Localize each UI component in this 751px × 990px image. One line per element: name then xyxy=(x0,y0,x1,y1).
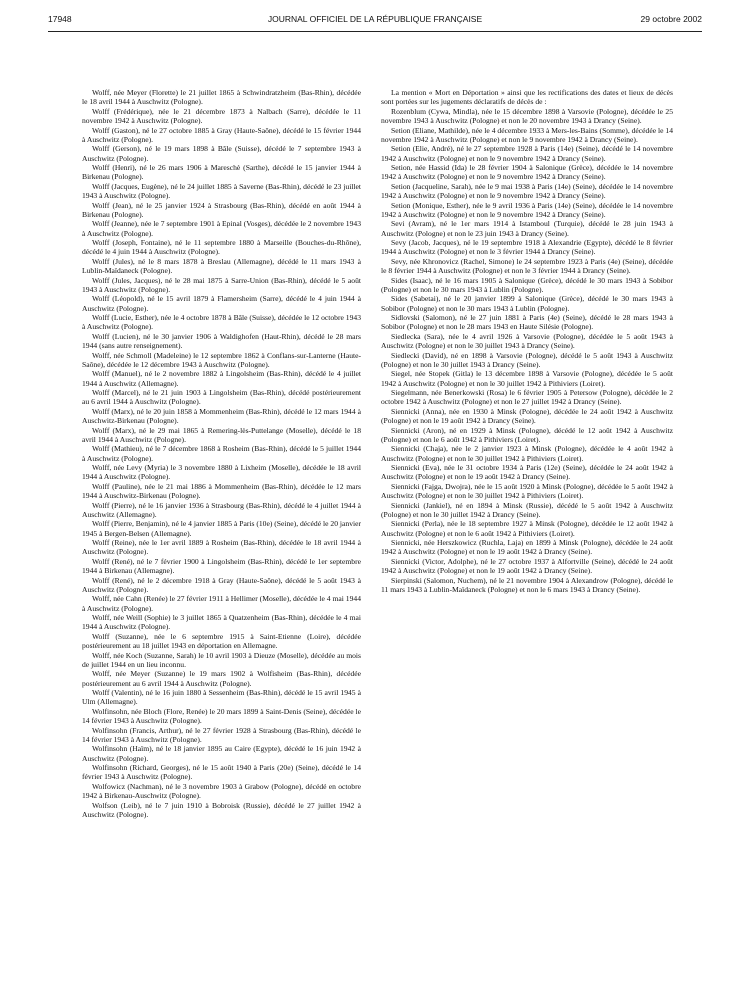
header-rule xyxy=(48,31,702,32)
record-entry: Siennicki (Perla), née le 18 septembre 1927 à Minsk (Pologne), décédée le 12 août 1942 à Auschwitz (Pologne) et non le 6 août 1942 à Pithiviers (Loiret). xyxy=(381,519,673,538)
record-entry: Wolff (Pauline), née le 21 mai 1886 à Mommenheim (Bas-Rhin), décédée le 12 mars 1944 à Auschwitz-Birkenau (Pologne). xyxy=(82,481,361,501)
record-entry: Rozenblum (Cywa, Mindla), née le 15 décembre 1898 à Varsovie (Pologne), décédée le 25 novembre 1943 à Auschwitz (Pologne) et non le 20 novembre 1943 à Drancy (Seine). xyxy=(381,106,673,126)
section-intro: La mention « Mort en Déportation » ainsi que les rectifications des dates et lieux de décès sont portées sur les jugements déclaratifs de décès de : xyxy=(381,88,673,107)
record-entry: Wolff (Mathieu), né le 7 décembre 1868 à Rosheim (Bas-Rhin), décédé le 5 juillet 1944 à Auschwitz (Pologne). xyxy=(82,444,361,463)
record-entry: Setion (Elie, André), né le 27 septembre 1928 à Paris (14e) (Seine), décédé le 14 novembre 1942 à Auschwitz (Pologne) et non le 9 novembre 1942 à Drancy (Seine). xyxy=(381,144,673,163)
publication-date: 29 octobre 2002 xyxy=(640,14,702,24)
record-entry: Wolff (Gaston), né le 27 octobre 1885 à Gray (Haute-Saône), décédé le 15 février 1944 à Auschwitz (Pologne). xyxy=(82,125,361,144)
record-entry: Siennicki (Aron), né en 1929 à Minsk (Pologne), décédé le 12 août 1942 à Auschwitz (Pologne) et non le 6 août 1942 à Pithiviers (Loiret). xyxy=(381,425,673,444)
record-entry: Sierpinski (Salomon, Nuchem), né le 21 novembre 1904 à Alexandrow (Pologne), décédé le 11 mars 1943 à Lublin-Maïdaneck (Pologne) et non le 6 mars 1943 à Drancy (Seine). xyxy=(381,575,673,594)
record-entry: Siennicki (Chaja), née le 2 janvier 1923 à Minsk (Pologne), décédée le 4 août 1942 à Auschwitz (Pologne) et non le 30 juillet 1942 à Pithiviers (Loiret). xyxy=(381,444,673,463)
record-entry: Wolff (Henri), né le 26 mars 1906 à Mareschè (Sarthe), décédé le 15 janvier 1944 à Birkenau (Pologne). xyxy=(82,163,361,182)
record-entry: Wolfowicz (Nachman), né le 3 novembre 1903 à Grabow (Pologne), décédé en octobre 1942 à Birkenau-Auschwitz (Pologne). xyxy=(82,781,361,801)
record-entry: Sides (Sabetai), né le 20 janvier 1899 à Salonique (Grèce), décédé le 30 mars 1943 à Sobibor (Pologne) et non le 30 mars 1943 à Lublin (Pologne). xyxy=(381,294,673,313)
record-entry: Wolfinsohn, née Bloch (Flore, Renée) le 20 mars 1899 à Saint-Denis (Seine), décédée le 14 février 1943 à Auschwitz (Pologne). xyxy=(82,706,361,726)
page-header xyxy=(48,14,702,28)
record-entry: Setion (Monique, Esther), née le 9 avril 1936 à Paris (14e) (Seine), décédée le 14 novembre 1942 à Auschwitz (Pologne) et non le 9 novembre 1942 à Drancy (Seine). xyxy=(381,200,673,219)
record-entry: Wolff, née Schmoll (Madeleine) le 12 septembre 1862 à Conflans-sur-Lanterne (Haute-Saône), décédée le 12 décembre 1943 à Auschwitz (Pologne). xyxy=(82,350,361,369)
record-entry: Wolff (Reine), née le 1er avril 1889 à Rosheim (Bas-Rhin), décédée le 18 avril 1944 à Auschwitz (Pologne). xyxy=(82,538,361,557)
page-number: 17948 xyxy=(48,14,72,24)
record-entry: Wolff, née Levy (Myria) le 3 novembre 1880 à Lixheim (Moselle), décédée le 18 avril 1944 à Auschwitz (Pologne). xyxy=(82,463,361,482)
right-column xyxy=(381,88,673,594)
record-entry: Wolff (Gerson), né le 19 mars 1898 à Bâle (Suisse), décédé le 7 septembre 1943 à Auschwitz (Pologne). xyxy=(82,144,361,163)
record-entry: Wolff (Marx), né le 29 mai 1865 à Remering-lès-Puttelange (Moselle), décédé le 18 avril 1944 à Auschwitz (Pologne). xyxy=(82,425,361,444)
record-entry: Siennicki (Jankiel), né en 1894 à Minsk (Russie), décédé le 5 août 1942 à Auschwitz (Pologne) et non le 30 juillet 1942 à Drancy (Seine). xyxy=(381,500,673,519)
record-entry: Siennicki (Victor, Adolphe), né le 27 octobre 1937 à Alfortville (Seine), décédé le 24 août 1942 à Auschwitz (Pologne) et non le 19 août 1942 à Drancy (Seine). xyxy=(381,556,673,576)
record-entry: Setion (Eliane, Mathilde), née le 4 décembre 1933 à Mers-les-Bains (Somme), décédée le 14 novembre 1942 à Auschwitz (Pologne) et non le 9 novembre 1942 à Drancy (Seine). xyxy=(381,125,673,144)
record-entry: Siennicki, née Herszkowicz (Ruchla, Laja) en 1899 à Minsk (Pologne), décédée le 24 août 1942 à Auschwitz (Pologne) et non le 19 août 1942 à Drancy (Seine). xyxy=(381,538,673,557)
record-entry: Wolff (Lucien), né le 30 janvier 1906 à Waldighofen (Haut-Rhin), décédé le 28 mars 1944 (sans autre renseignement). xyxy=(82,331,361,351)
record-entry: Wolff (Pierre), né le 16 janvier 1936 à Strasbourg (Bas-Rhin), décédé le 4 juillet 1944 à Auschwitz (Allemagne). xyxy=(82,500,361,519)
record-entry: Wolff, née Meyer (Suzanne) le 19 mars 1902 à Wolfisheim (Bas-Rhin), décédée postérieurement au 6 avril 1944 à Auschwitz (Pologne). xyxy=(82,669,361,688)
record-entry: Wolff, née Cahn (Renée) le 27 février 1911 à Hellimer (Moselle), décédée le 4 mai 1944 à Auschwitz (Pologne). xyxy=(82,594,361,613)
record-entry: Setion, née Hassid (Ida) le 28 février 1904 à Salonique (Grèce), décédée le 14 novembre 1942 à Auschwitz (Pologne) et non le 9 novembre 1942 à Drancy (Seine). xyxy=(381,163,673,182)
record-entry: Wolff (Jules, Jacques), né le 28 mai 1875 à Sarre-Union (Bas-Rhin), décédé le 5 août 1943 à Auschwitz (Pologne). xyxy=(82,275,361,294)
record-entry: Wolff, née Weill (Sophie) le 3 juillet 1865 à Quatzenheim (Bas-Rhin), décédée le 4 mai 1944 à Auschwitz (Pologne). xyxy=(82,613,361,632)
record-entry: Wolff (René), né le 2 décembre 1918 à Gray (Haute-Saône), décédé le 5 août 1943 à Auschwitz (Pologne). xyxy=(82,575,361,594)
record-entry: Wolff (Suzanne), née le 6 septembre 1915 à Saint-Etienne (Loire), décédée postérieurement au 18 juillet 1943 en déportation en Allemagne. xyxy=(82,631,361,651)
record-entry: Wolff (Jean), né le 25 janvier 1924 à Strasbourg (Bas-Rhin), décédé en août 1944 à Birkenau (Pologne). xyxy=(82,200,361,219)
record-entry: Wolff (Pierre, Benjamin), né le 4 janvier 1885 à Paris (10e) (Seine), décédé le 20 janvier 1945 à Bergen-Belsen (Allemagne). xyxy=(82,519,361,538)
record-entry: Wolff (Valentin), né le 16 juin 1880 à Sessenheim (Bas-Rhin), décédé le 15 avril 1945 à Ulm (Allemagne). xyxy=(82,688,361,707)
record-entry: Wolff (Léopold), né le 15 avril 1879 à Flamersheim (Sarre), décédé le 4 juin 1944 à Auschwitz (Pologne). xyxy=(82,294,361,313)
record-entry: Wolff (René), né le 7 février 1900 à Lingolsheim (Bas-Rhin), décédé le 1er septembre 1944 à Birkenau (Allemagne). xyxy=(82,556,361,576)
record-entry: Wolff (Marcel), né le 21 juin 1903 à Lingolsheim (Bas-Rhin), décédé postérieurement au 6 avril 1944 à Auschwitz (Pologne). xyxy=(82,388,361,407)
record-entry: Siennicki (Fajga, Dwojra), née le 15 août 1920 à Minsk (Pologne), décédée le 5 août 1942 à Auschwitz (Pologne) et non le 30 juillet 1942 à Pithiviers (Loiret). xyxy=(381,481,673,501)
record-entry: Wolff (Joseph, Fontaine), né le 11 septembre 1880 à Marseille (Bouches-du-Rhône), décédé le 4 juin 1944 à Auschwitz (Pologne). xyxy=(82,238,361,257)
record-entry: Wolff, née Koch (Suzanne, Sarah) le 10 avril 1903 à Dieuze (Moselle), décédée au mois de juillet 1944 en un lieu inconnu. xyxy=(82,650,361,669)
record-entry: Wolfinsohn (Haïm), né le 18 janvier 1895 au Caire (Egypte), décédé le 16 juin 1942 à Auschwitz (Pologne). xyxy=(82,744,361,763)
record-entry: Siennicki (Anna), née en 1930 à Minsk (Pologne), décédée le 24 août 1942 à Auschwitz (Pologne) et non le 19 août 1942 à Drancy (Seine). xyxy=(381,406,673,426)
record-entry: Wolff (Manuel), né le 2 novembre 1882 à Lingolsheim (Bas-Rhin), décédé le 4 juillet 1944 à Auschwitz (Allemagne). xyxy=(82,369,361,388)
record-entry: Sidlovski (Salomon), né le 27 juin 1881 à Paris (4e) (Seine), décédé le 28 mars 1943 à Sobibor (Pologne) et non le 28 mars 1943 en Haute Silésie (Pologne). xyxy=(381,313,673,332)
record-entry: Sevi (Avram), né le 1er mars 1914 à Istamboul (Turquie), décédé le 28 juin 1943 à Auschwitz (Pologne) et non le 23 juin 1943 à Drancy (Seine). xyxy=(381,219,673,238)
record-entry: Siegel, née Stopek (Gitla) le 13 décembre 1898 à Varsovie (Pologne), décédée le 5 août 1942 à Auschwitz (Pologne) et non le 30 juillet 1942 à Pithiviers (Loiret). xyxy=(381,369,673,388)
record-entry: Sevy (Jacob, Jacques), né le 19 septembre 1918 à Alexandrie (Egypte), décédé le 8 février 1944 à Auschwitz (Pologne) et non le 3 février 1944 à Drancy (Seine). xyxy=(381,238,673,257)
record-entry: Siedlecki (David), né en 1898 à Varsovie (Pologne), décédé le 5 août 1943 à Auschwitz (Pologne) et non le 30 juillet 1943 à Drancy (Seine). xyxy=(381,350,673,369)
record-entry: Wolff (Jeanne), née le 7 septembre 1901 à Epinal (Vosges), décédée le 2 novembre 1943 à Auschwitz (Pologne). xyxy=(82,219,361,238)
record-entry: Siennicki (Eva), née le 31 octobre 1934 à Paris (12e) (Seine), décédée le 24 août 1942 à Auschwitz (Pologne) et non le 19 août 1942 à Drancy (Seine). xyxy=(381,463,673,482)
record-entry: Sevy, née Khronovicz (Rachel, Simone) le 24 septembre 1923 à Paris (4e) (Seine), décédée le 8 février 1944 à Auschwitz (Pologne) et non le 3 février 1944 à Drancy (Seine). xyxy=(381,256,673,276)
record-entry: Wolff (Jules), né le 8 mars 1878 à Breslau (Allemagne), décédé le 11 mars 1943 à Lublin-Maïdaneck (Pologne). xyxy=(82,256,361,276)
left-column xyxy=(82,88,361,819)
record-entry: Sides (Isaac), né le 16 mars 1905 à Salonique (Grèce), décédé le 30 mars 1943 à Sobibor (Pologne) et non le 30 mars 1943 à Lublin (Pologne). xyxy=(381,275,673,294)
record-entry: Setion (Jacqueline, Sarah), née le 9 mai 1938 à Paris (14e) (Seine), décédée le 14 novembre 1942 à Auschwitz (Pologne) et non le 9 novembre 1942 à Drancy (Seine). xyxy=(381,181,673,201)
record-entry: Wolff (Jacques, Eugène), né le 24 juillet 1885 à Saverne (Bas-Rhin), décédé le 23 juillet 1943 à Auschwitz (Pologne). xyxy=(82,181,361,201)
record-entry: Wolff (Lucie, Esther), née le 4 octobre 1878 à Bâle (Suisse), décédée le 12 octobre 1943 à Auschwitz (Pologne). xyxy=(82,313,361,332)
journal-title: JOURNAL OFFICIEL DE LA RÉPUBLIQUE FRANÇAISE xyxy=(267,14,483,24)
record-entry: Siedlecka (Sara), née le 4 avril 1926 à Varsovie (Pologne), décédée le 5 août 1943 à Auschwitz (Pologne) et non le 30 juillet 1943 à Drancy (Seine). xyxy=(381,331,673,351)
record-entry: Wolff (Frédérique), née le 21 décembre 1873 à Nalbach (Sarre), décédée le 11 novembre 1942 à Auschwitz (Pologne). xyxy=(82,106,361,126)
record-entry: Wolff (Marx), né le 20 juin 1858 à Mommenheim (Bas-Rhin), décédé le 12 mars 1944 à Auschwitz-Birkenau (Pologne). xyxy=(82,406,361,426)
record-entry: Wolfinsohn (Francis, Arthur), né le 27 février 1928 à Strasbourg (Bas-Rhin), décédé le 14 février 1943 à Auschwitz (Pologne). xyxy=(82,725,361,744)
record-entry: Wolff, née Meyer (Florette) le 21 juillet 1865 à Schwindratzheim (Bas-Rhin), décédée le 18 avril 1944 à Auschwitz (Pologne). xyxy=(82,88,361,107)
record-entry: Wolfinsohn (Richard, Georges), né le 15 août 1940 à Paris (20e) (Seine), décédé le 14 février 1943 à Auschwitz (Pologne). xyxy=(82,763,361,782)
record-entry: Siegelmann, née Benerkowski (Rosa) le 6 février 1905 à Petersow (Pologne), décédée le 2 octobre 1942 à Auschwitz (Pologne) et non le 27 juillet 1942 à Drancy (Seine). xyxy=(381,388,673,407)
record-entry: Wolfson (Leib), né le 7 juin 1910 à Bobroisk (Russie), décédé le 27 juillet 1942 à Auschwitz (Pologne). xyxy=(82,800,361,819)
